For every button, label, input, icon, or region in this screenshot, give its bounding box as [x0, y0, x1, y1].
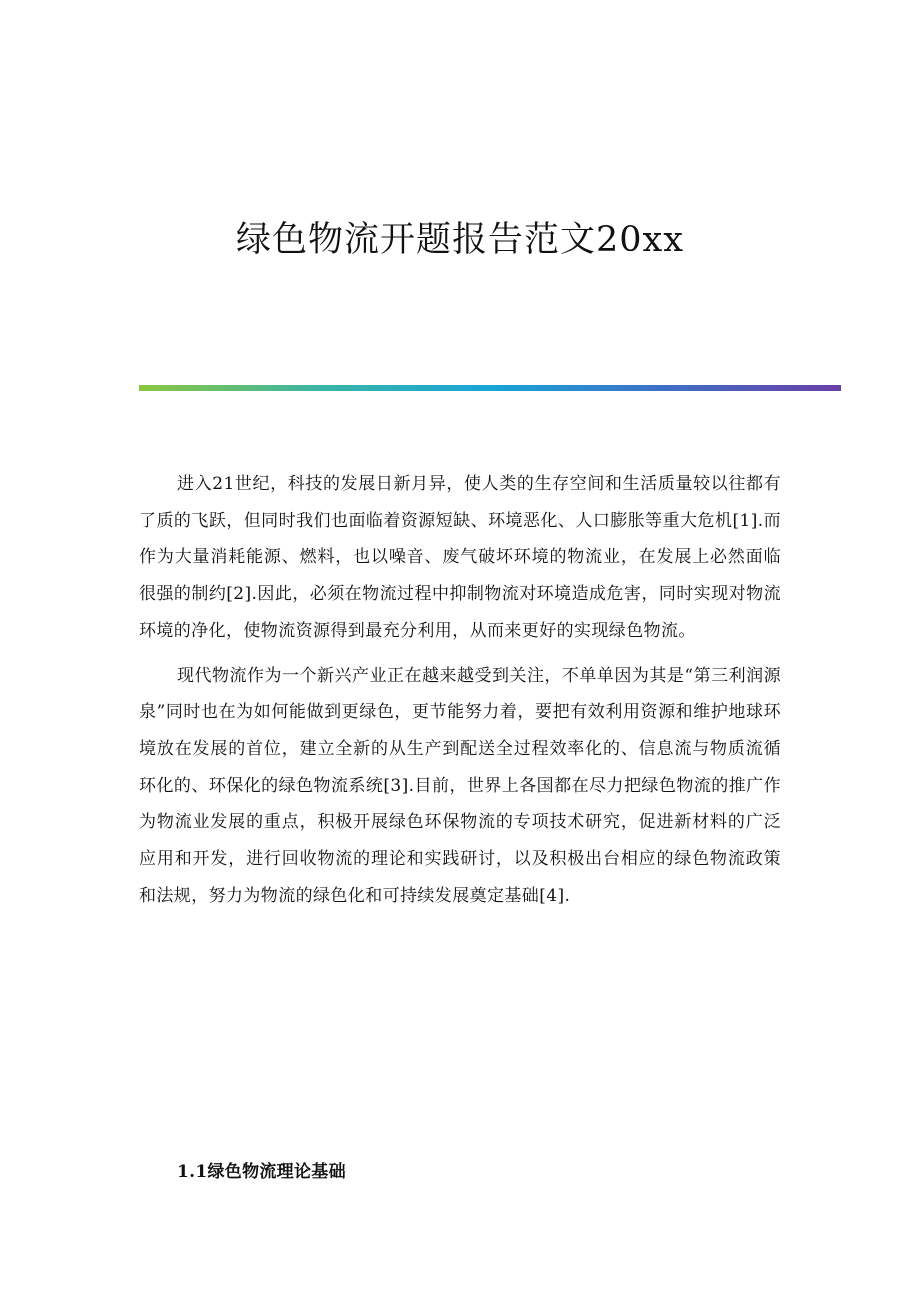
document-title: 绿色物流开题报告范文20xx [235, 220, 684, 260]
paragraph-intro: 进入21世纪，科技的发展日新月异，使人类的生存空间和生活质量较以往都有了质的飞跃，但同时我们也面临着资源短缺、环境恶化、人口膨胀等重大危机[1].而作为大量消耗能源、燃料，也以噪音、废气破坏环境的物流业，在发展上必然面临很强的制约[2].因此，必须在物流过程中抑制物流对环境造成危害，同时实现对物流环境的净化，使物流资源得到最充分利用，从而来更好的实现绿色物流。 [139, 474, 781, 641]
paragraph-modern-logistics: 现代物流作为一个新兴产业正在越来越受到关注，不单单因为其是“第三利润源泉”同时也在为如何能做到更绿色，更节能努力着，要把有效利用资源和维护地球环境放在发展的首位，建立全新的从生产到配送全过程效率化的、信息流与物质流循环化的、环保化的绿色物流系统[3].目前，世界上各国都在尽力把绿色物流的推广作为物流业发展的重点，积极开展绿色环保物流的专项技术研究，促进新材料的广泛应用和开发，进行回收物流的理论和实践研讨，以及积极出台相应的绿色物流政策和法规，努力为物流的绿色化和可持续发展奠定基础[4]. [139, 665, 781, 906]
title-divider [139, 385, 841, 391]
document-body [139, 466, 781, 918]
section-heading: 1.1绿色物流理论基础 [177, 1162, 346, 1182]
